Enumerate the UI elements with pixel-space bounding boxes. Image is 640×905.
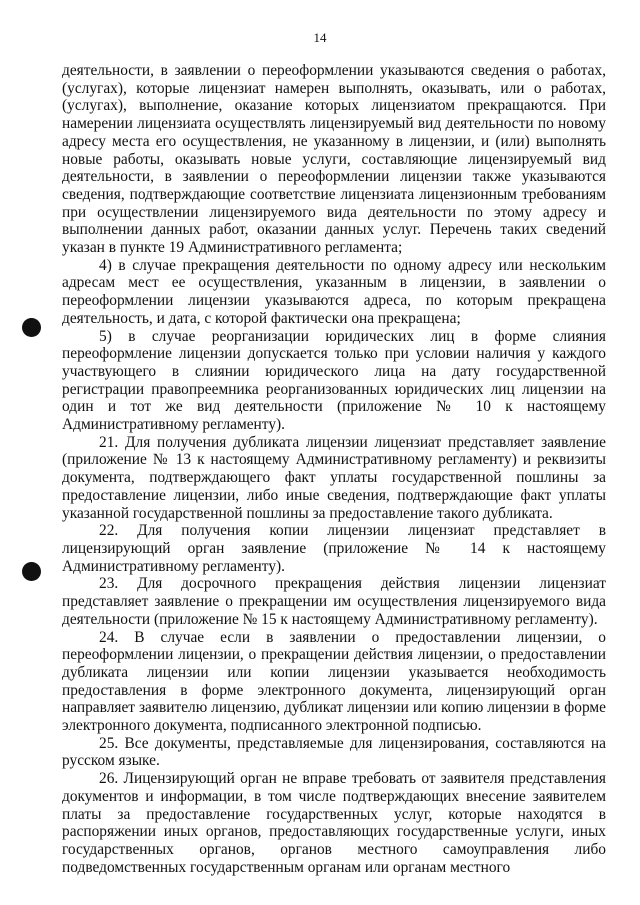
paragraph-26: 26. Лицензирующий орган не вправе требовать от заявителя представления документов и информации, в том числе подтверждающих внесение заявителем платы за предоставление государственных услуг, которые находятся в распоряжении иных органов, предоставляющих государственные услуги, иных государственных органов, органов местного самоуправления либо подведомственных государственным органам или органам местного xyxy=(62,770,606,876)
page-number: 14 xyxy=(313,30,327,45)
document-body xyxy=(62,62,606,876)
paragraph-23: 23. Для досрочного прекращения действия лицензии лицензиат представляет заявление о прекращении им осуществления лицензируемого вида деятельности (приложение № 15 к настоящему Административному регламенту). xyxy=(62,575,606,628)
paragraph-item-5: 5) в случае реорганизации юридических лиц в форме слияния переоформление лицензии допускается только при условии наличия у каждого участвующего в слиянии юридического лица на дату государственной регистрации правопреемника реорганизованных юридических лиц лицензии на один и тот же вид деятельности (приложение № 10 к настоящему Административному регламенту). xyxy=(62,327,606,434)
paragraph-item-4: 4) в случае прекращения деятельности по одному адресу или нескольким адресам мест ее осуществления, указанным в лицензии, в заявлении о переоформлении лицензии указываются адреса, по которым прекращена деятельность, и дата, с которой фактически она прекращена; xyxy=(62,256,606,327)
paragraph-25: 25. Все документы, представляемые для лицензирования, составляются на русском языке. xyxy=(62,734,606,770)
paragraph-21: 21. Для получения дубликата лицензии лицензиат представляет заявление (приложение № 13 к настоящему Административному регламенту) и реквизиты документа, подтверждающего факт уплаты государственной пошлины за предоставление лицензии, либо иные сведения, подтверждающие факт уплаты указанной государственной пошлины за предоставление такого дубликата. xyxy=(62,433,606,522)
binder-hole-upper xyxy=(22,318,41,337)
paragraph-22: 22. Для получения копии лицензии лицензиат представляет в лицензирующий орган заявление (приложение № 14 к настоящему Административному регламенту). xyxy=(62,522,606,575)
paragraph-24: 24. В случае если в заявлении о предоставлении лицензии, о переоформлении лицензии, о прекращении действия лицензии, о предоставлении дубликата лицензии или копии лицензии указывается необходимость предоставления в форме электронного документа, лицензирующий орган направляет заявителю лицензию, дубликат лицензии или копию лицензии в форме электронного документа, подписанного электронной подписью. xyxy=(62,628,606,735)
paragraph-continuation: деятельности, в заявлении о переоформлении указываются сведения о работах, (услугах), которые лицензиат намерен выполнять, оказывать, или о работах, (услугах), выполнение, оказание которых лицензиатом прекращаются. При намерении лицензиата осуществлять лицензируемый вид деятельности по новому адресу места его осуществления, не указанному в лицензии, и (или) выполнять новые работы, оказывать новые услуги, составляющие лицензируемый вид деятельности, в заявлении о переоформлении лицензии также указываются сведения, подтверждающие соответствие лицензиата лицензионным требованиям при осуществлении лицензируемого вида деятельности по этому адресу и выполнении данных работ, оказании данных услуг. Перечень таких сведений указан в пункте 19 Административного регламента; xyxy=(62,62,606,257)
binder-hole-lower xyxy=(22,562,41,581)
